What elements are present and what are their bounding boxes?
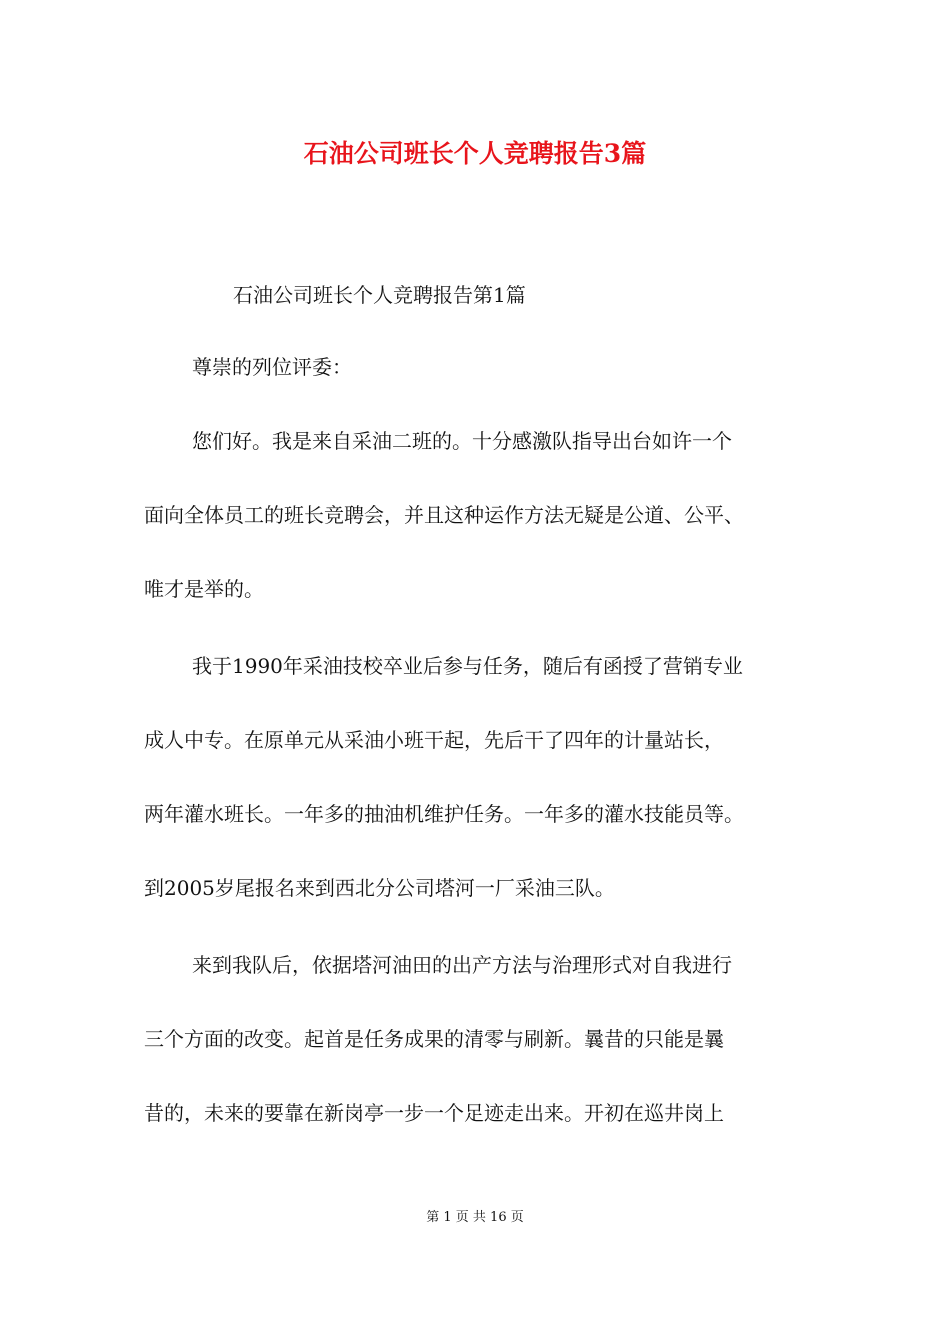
page-footer: 第 1 页 共 16 页 (426, 1210, 524, 1225)
paragraph-line: 面向全体员工的班长竞聘会，并且这种运作方法无疑是公道、公平、 (144, 503, 744, 527)
paragraph-line: 我于1990年采油技校卒业后参与任务，随后有函授了营销专业 (192, 654, 743, 678)
paragraph-line: 到2005岁尾报名来到西北分公司塔河一厂采油三队。 (144, 876, 615, 900)
paragraph-line: 两年灌水班长。一年多的抽油机维护任务。一年多的灌水技能员等。 (144, 802, 744, 826)
paragraph-line: 成人中专。在原单元从采油小班干起，先后干了四年的计量站长， (144, 728, 724, 752)
salutation-line: 尊崇的列位评委： (192, 355, 352, 379)
paragraph-line: 三个方面的改变。起首是任务成果的清零与刷新。曩昔的只能是曩 (144, 1027, 724, 1051)
paragraph-line: 您们好。我是来自采油二班的。十分感激队指导出台如许一个 (192, 429, 732, 453)
section-subtitle: 石油公司班长个人竞聘报告第1篇 (233, 283, 526, 307)
paragraph-line: 唯才是举的。 (144, 577, 264, 601)
paragraph-line: 来到我队后，依据塔河油田的出产方法与治理形式对自我进行 (192, 953, 732, 977)
document-title: 石油公司班长个人竞聘报告3篇 (303, 139, 647, 168)
paragraph-line: 昔的，未来的要靠在新岗亭一步一个足迹走出来。开初在巡井岗上 (144, 1101, 724, 1125)
